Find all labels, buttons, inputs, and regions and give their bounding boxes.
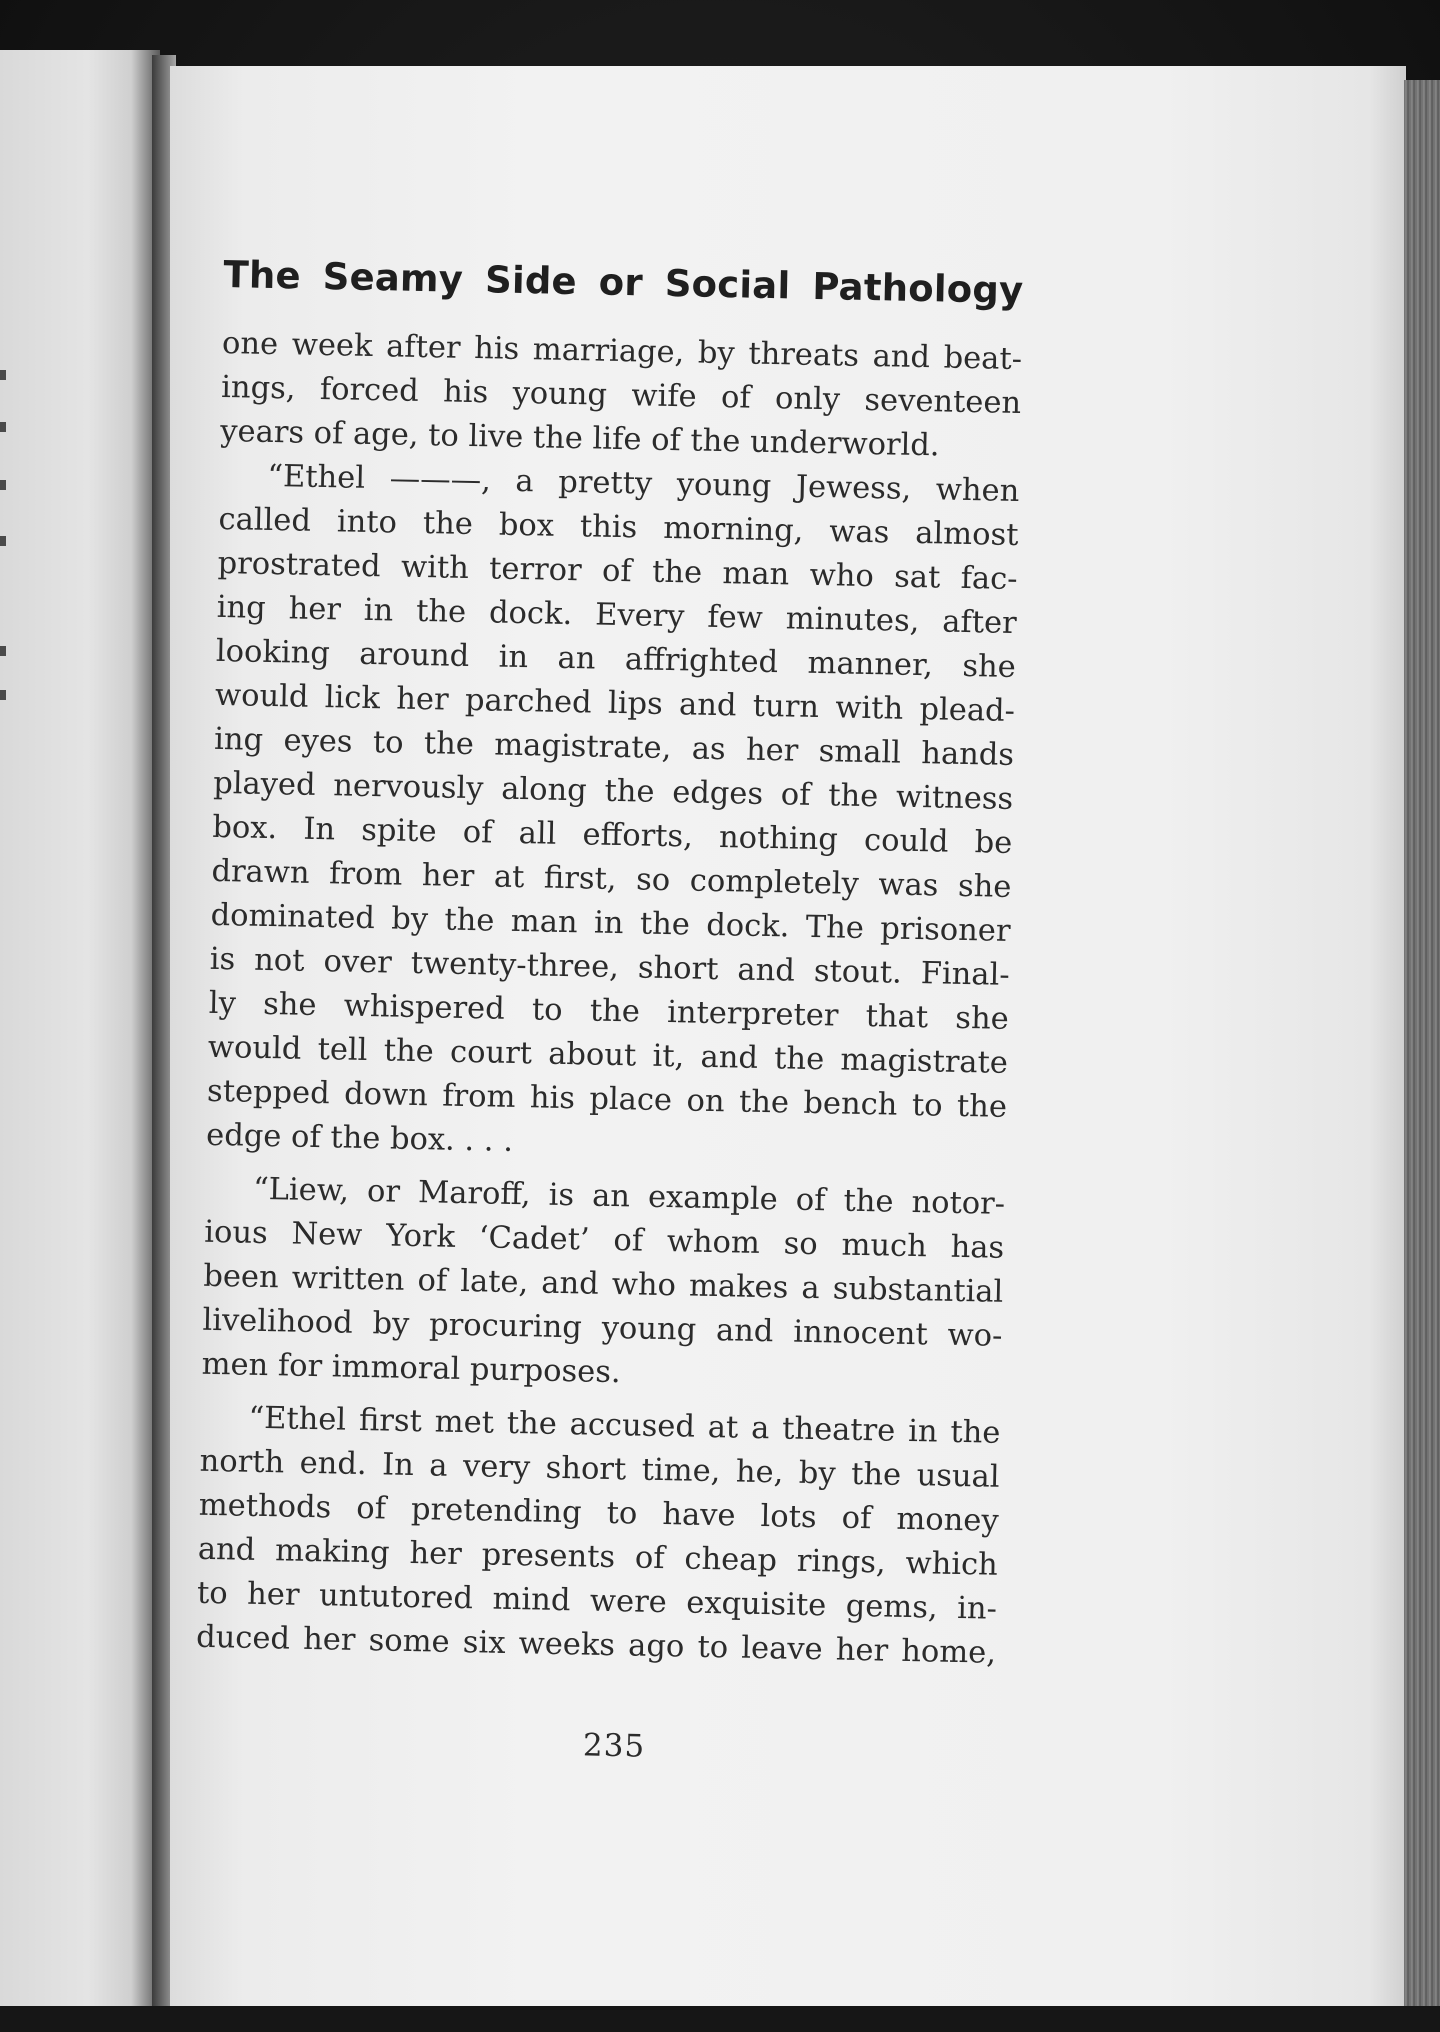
- text-line: box. In spite of all efforts, nothing could be: [212, 809, 1013, 861]
- text-line: would tell the court about it, and the magistrate: [207, 1029, 1009, 1081]
- left-page-text-fragment: [0, 536, 6, 546]
- text-line: dominated by the man in the dock. The prisoner: [210, 897, 1011, 949]
- text-line: and making her presents of cheap rings, which: [197, 1531, 999, 1583]
- text-line: drawn from her at first, so completely was she: [211, 853, 1012, 905]
- body-text: [196, 322, 1023, 1676]
- text-line: ing eyes to the magistrate, as her small hands: [213, 721, 1015, 773]
- text-line: ing her in the dock. Every few minutes, after: [216, 589, 1018, 641]
- left-page-text-fragment: [0, 690, 6, 700]
- text-line: looking around in an affrighted manner, she: [215, 633, 1017, 685]
- text-line: stepped down from his place on the bench to the: [206, 1073, 1008, 1125]
- background-bottom: [0, 2006, 1440, 2032]
- text-line: called into the box this morning, was almost: [218, 501, 1019, 553]
- text-line: prostrated with terror of the man who sat fac-: [217, 545, 1018, 597]
- text-line: edge of the box. . . .: [205, 1117, 514, 1159]
- text-line: men for immoral purposes.: [201, 1346, 621, 1391]
- left-page-text-fragment: [0, 422, 6, 432]
- text-line: duced her some six weeks ago to leave her home,: [195, 1619, 997, 1671]
- text-line: ings, forced his young wife of only seventeen: [220, 369, 1022, 422]
- page-number: 235: [582, 1727, 646, 1765]
- running-head: The Seamy Side or Social Pathology: [223, 252, 1024, 313]
- text-line: methods of pretending to have lots of money: [198, 1487, 999, 1539]
- text-line: ious New York ‘Cadet’ of whom so much has: [203, 1214, 1005, 1266]
- text-line: years of age, to live the life of the underworld.: [220, 413, 940, 464]
- text-line: to her untutored mind were exquisite gems, in-: [196, 1575, 998, 1627]
- left-page-text-fragment: [0, 646, 6, 656]
- left-page-text-fragment: [0, 370, 6, 380]
- text-line: played nervously along the edges of the witness: [212, 765, 1014, 817]
- text-line: is not over twenty-three, short and stout. Final-: [209, 941, 1010, 993]
- text-line: north end. In a very short time, he, by the usual: [199, 1443, 1000, 1495]
- text-line: one week after his marriage, by threats and beat-: [221, 325, 1023, 378]
- text-line: ly she whispered to the interpreter that she: [208, 985, 1010, 1037]
- text-line: “Ethel ———, a pretty young Jewess, when: [267, 458, 1020, 510]
- text-line: livelihood by procuring young and innocent wo-: [202, 1302, 1003, 1354]
- text-line: would lick her parched lips and turn with plead-: [214, 677, 1016, 729]
- book-fore-edge: [1404, 80, 1440, 2010]
- page-text-block: [196, 250, 1024, 1676]
- text-line: been written of late, and who makes a substantial: [203, 1258, 1004, 1310]
- left-page-edge: [0, 50, 160, 2010]
- left-page-text-fragment: [0, 480, 6, 490]
- text-line: “Ethel first met the accused at a theatre in the: [248, 1400, 1001, 1451]
- text-line: “Liew, or Maroff, is an example of the notor-: [252, 1171, 1006, 1222]
